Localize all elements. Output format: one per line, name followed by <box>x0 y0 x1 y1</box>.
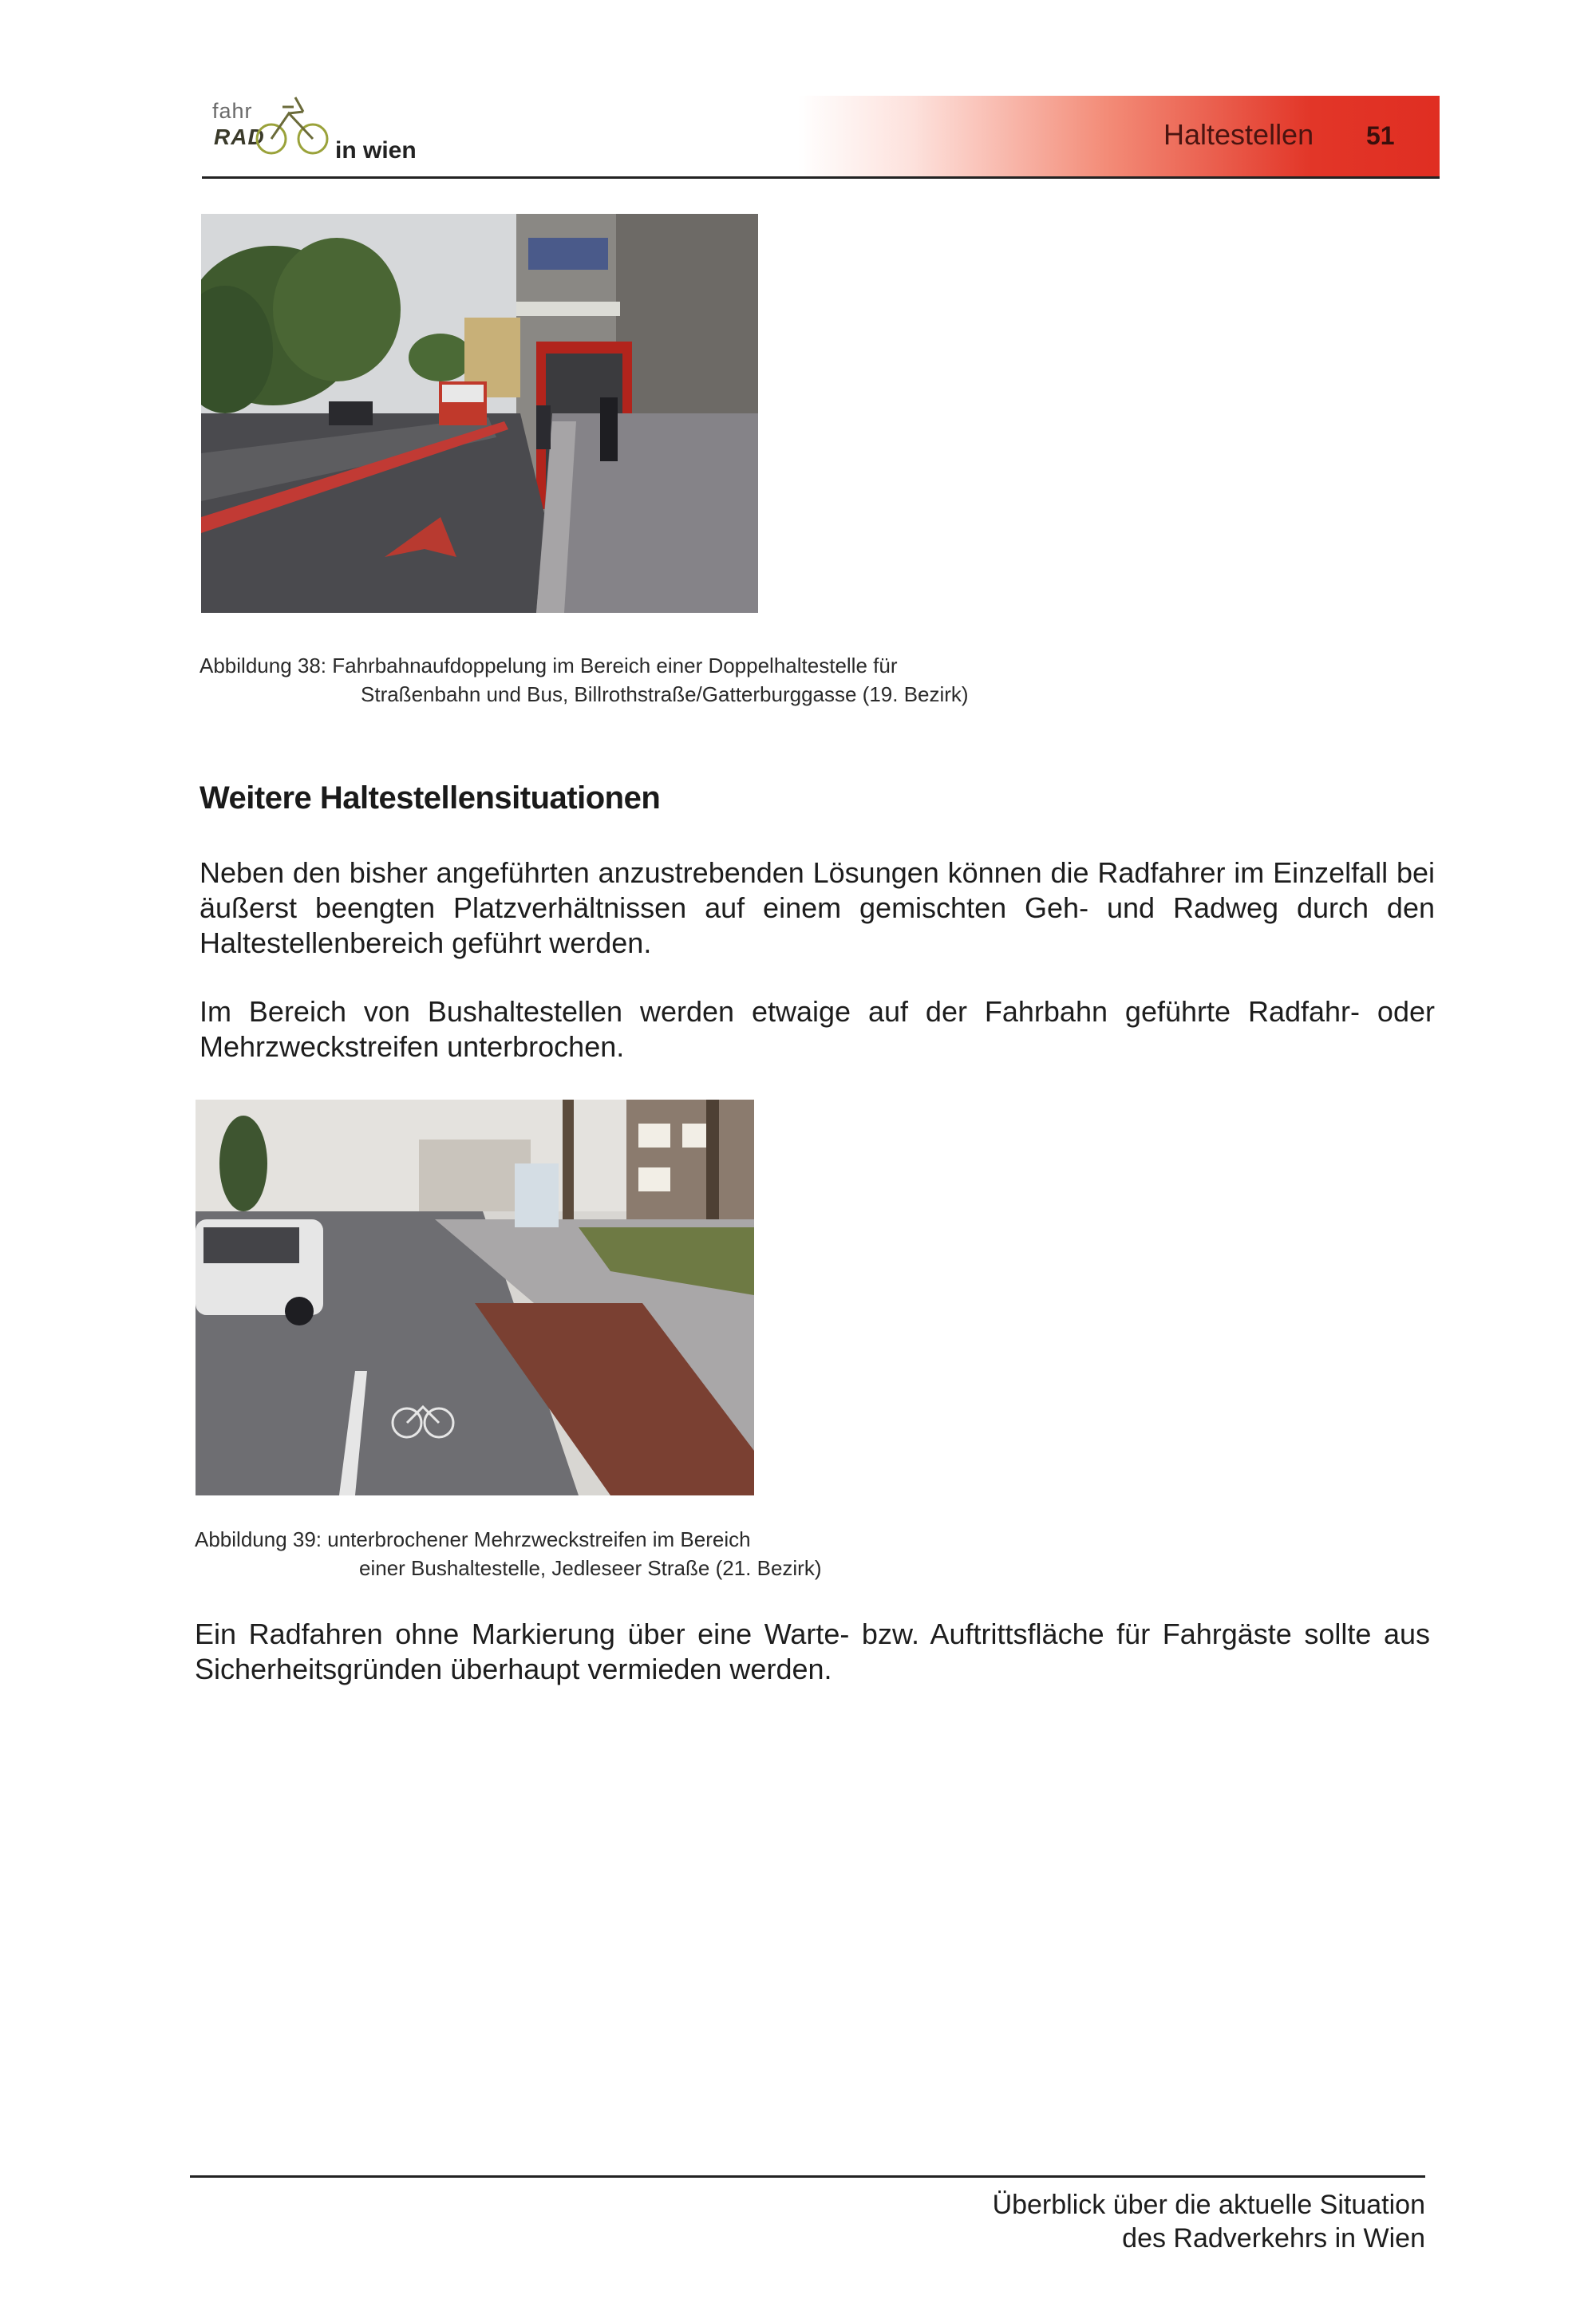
figure-38-caption-line2: Straßenbahn und Bus, Billrothstraße/Gatterburggasse (19. Bezirk) <box>361 682 969 706</box>
figure-39-caption-line2: einer Bushaltestelle, Jedleseer Straße (21. Bezirk) <box>359 1556 822 1580</box>
figure-39-caption-line1: Abbildung 39: unterbrochener Mehrzweckstreifen im Bereich <box>195 1527 751 1551</box>
page-number: 51 <box>1366 121 1395 150</box>
section-banner <box>798 96 1440 177</box>
logo-fahr: fahr <box>212 99 253 123</box>
logo-rad: RAD <box>214 124 265 149</box>
logo <box>209 89 337 161</box>
footer-text <box>798 2188 1425 2255</box>
header-divider <box>202 176 1440 179</box>
logo-subtitle: in wien <box>335 137 417 164</box>
footer-line-2: des Radverkehrs in Wien <box>1122 2223 1425 2254</box>
figure-38-caption-line1: Abbildung 38: Fahrbahnaufdoppelung im Bereich einer Doppelhaltestelle für <box>200 654 898 677</box>
footer-divider <box>190 2175 1425 2178</box>
footer-line-1: Überblick über die aktuelle Situation <box>992 2190 1425 2220</box>
paragraph-3: Ein Radfahren ohne Markierung über eine Warte- bzw. Auftrittsfläche für Fahrgäste sollte aus Sicherheitsgründen überhaupt vermieden werden. <box>195 1618 1430 1685</box>
paragraph-2: Im Bereich von Bushaltestellen werden etwaige auf der Fahrbahn geführte Radfahr- oder Mehrzweckstreifen unterbrochen. <box>200 995 1435 1063</box>
paragraph-1: Neben den bisher angeführten anzustrebenden Lösungen können die Radfahrer im Einzelfall bei äußerst beengten Platzverhältnissen auf einem gemischten Geh- und Radweg durch den Haltestellenbereich geführt werden. <box>200 856 1435 959</box>
section-title: Haltestellen <box>1163 118 1314 151</box>
photo-jedleseer-strasse <box>196 1100 754 1495</box>
section-heading: Weitere Haltestellensituationen <box>200 780 661 816</box>
bicycle-icon <box>247 89 335 161</box>
photo-billrothstrasse <box>201 214 758 613</box>
